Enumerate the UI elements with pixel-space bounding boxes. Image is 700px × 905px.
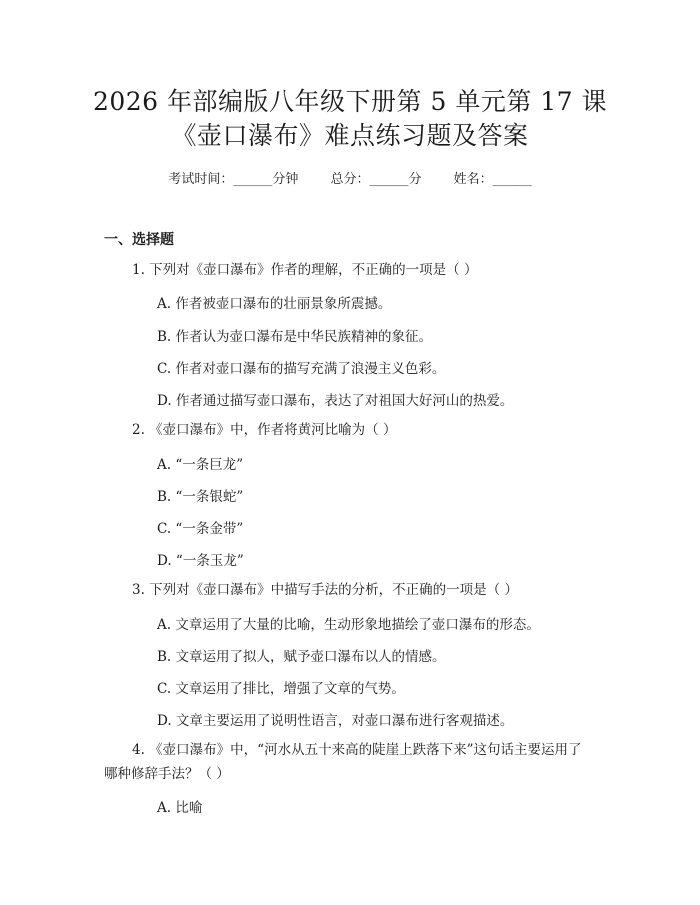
question-2-option-d: D. “一条玉龙” bbox=[157, 553, 244, 569]
question-2: 2. 《壶口瀑布》中，作者将黄河比喻为（ ） bbox=[132, 422, 397, 438]
question-4-option-a: A. 比喻 bbox=[157, 800, 203, 816]
question-3: 3. 下列对《壶口瀑布》中描写手法的分析，不正确的一项是（ ） bbox=[132, 582, 518, 598]
question-2-option-b: B. “一条银蛇” bbox=[157, 489, 244, 505]
exam-time-field: 考试时间：______分钟 bbox=[168, 172, 299, 187]
question-3-option-a: A. 文章运用了大量的比喻，生动形象地描绘了壶口瀑布的形态。 bbox=[157, 617, 540, 633]
question-1: 1. 下列对《壶口瀑布》作者的理解，不正确的一项是（ ） bbox=[132, 262, 478, 278]
question-1-option-b: B. 作者认为壶口瀑布是中华民族精神的象征。 bbox=[157, 329, 433, 345]
question-3-option-d: D. 文章主要运用了说明性语言，对壶口瀑布进行客观描述。 bbox=[157, 713, 514, 729]
student-name-field: 姓名：______ bbox=[453, 172, 532, 187]
question-2-option-c: C. “一条金带” bbox=[157, 521, 244, 537]
question-2-option-a: A. “一条巨龙” bbox=[157, 457, 244, 473]
question-4: 4. 《壶口瀑布》中，“河水从五十来高的陡崖上跌落下来”这句话主要运用了哪种修辞手法？（ ） bbox=[104, 742, 582, 782]
question-3-option-c: C. 文章运用了排比，增强了文章的气势。 bbox=[157, 681, 405, 697]
question-3-option-b: B. 文章运用了拟人，赋予壶口瀑布以人的情感。 bbox=[157, 649, 446, 665]
page-title-line2: 《壶口瀑布》难点练习题及答案 bbox=[171, 121, 529, 150]
question-1-option-a: A. 作者被壶口瀑布的壮丽景象所震撼。 bbox=[157, 296, 392, 312]
section-heading-choice: 一、选择题 bbox=[104, 232, 174, 248]
total-score-field: 总分：______分 bbox=[330, 172, 422, 187]
exam-info bbox=[0, 168, 700, 187]
question-1-option-d: D. 作者通过描写壶口瀑布，表达了对祖国大好河山的热爱。 bbox=[157, 393, 514, 409]
page-title-line1: 2026 年部编版八年级下册第 5 单元第 17 课 bbox=[92, 87, 608, 116]
question-1-option-c: C. 作者对壶口瀑布的描写充满了浪漫主义色彩。 bbox=[157, 361, 446, 377]
